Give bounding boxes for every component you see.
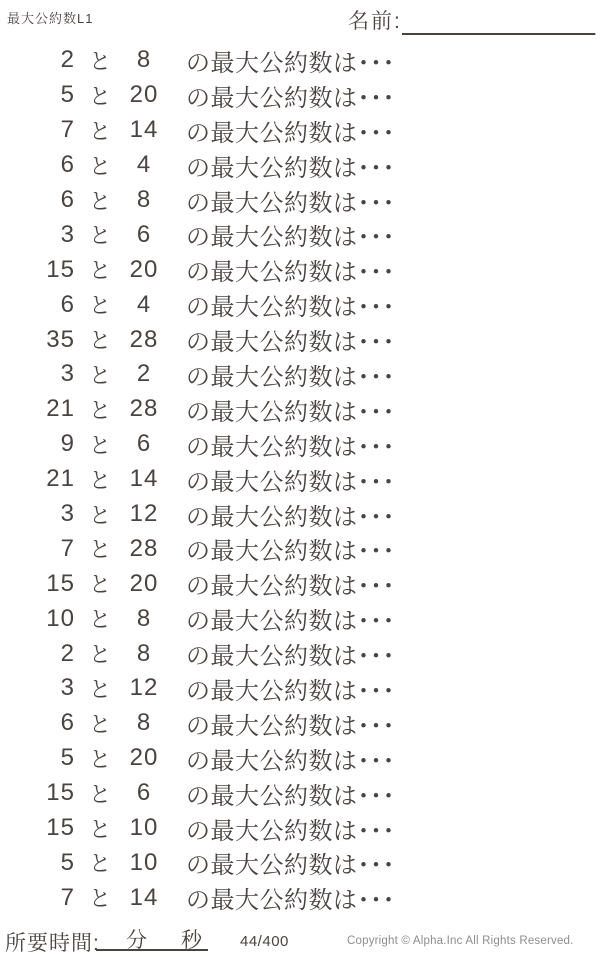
- problem-row: [0, 357, 600, 392]
- connector-label: と: [88, 851, 111, 877]
- first-number: 15: [46, 814, 75, 842]
- connector-label: と: [88, 502, 111, 528]
- seconds-label: 秒: [181, 929, 202, 952]
- problem-row: [0, 636, 600, 671]
- time-required-label: 所要時間:: [5, 932, 100, 955]
- problem-row: [0, 671, 600, 706]
- problem-row: [0, 287, 600, 322]
- second-number: 28: [129, 395, 159, 423]
- first-number: 6: [60, 186, 75, 213]
- question-text: の最大公約数は･･･: [186, 329, 395, 357]
- problem-row: [0, 462, 600, 497]
- first-number: 21: [46, 395, 75, 423]
- second-number: 6: [136, 220, 152, 248]
- question-text: の最大公約数は･･･: [186, 747, 395, 775]
- connector-label: と: [88, 432, 111, 458]
- question-text: の最大公約数は･･･: [186, 398, 395, 426]
- problem-row: [0, 148, 600, 183]
- connector-label: と: [88, 223, 111, 249]
- second-number: 4: [136, 151, 152, 179]
- question-text: の最大公約数は･･･: [186, 712, 395, 740]
- problem-row: [0, 741, 600, 776]
- question-text: の最大公約数は･･･: [186, 643, 395, 671]
- first-number: 3: [60, 500, 75, 528]
- question-text: の最大公約数は･･･: [186, 887, 395, 915]
- connector-label: と: [88, 188, 111, 214]
- question-text: の最大公約数は･･･: [186, 189, 395, 217]
- second-number: 20: [129, 744, 159, 772]
- question-text: の最大公約数は･･･: [186, 782, 395, 810]
- copyright-text: Copyright © Alpha.Inc All Rights Reserved.: [347, 935, 574, 947]
- problem-row: [0, 497, 600, 532]
- second-number: 8: [136, 639, 152, 667]
- second-number: 20: [129, 255, 159, 283]
- second-number: 4: [136, 290, 152, 318]
- connector-label: と: [88, 572, 111, 598]
- problem-row: [0, 113, 600, 148]
- connector-label: と: [88, 293, 111, 319]
- problem-row: [0, 322, 600, 357]
- second-number: 10: [129, 814, 159, 842]
- problem-row: [0, 392, 600, 427]
- question-text: の最大公約数は･･･: [186, 608, 395, 636]
- first-number: 7: [60, 883, 75, 911]
- second-number: 20: [129, 569, 159, 597]
- second-number: 8: [136, 709, 152, 737]
- problem-row: [0, 252, 600, 287]
- first-number: 7: [60, 116, 75, 144]
- connector-label: と: [88, 153, 111, 179]
- problem-row: [0, 776, 600, 811]
- connector-label: と: [88, 816, 111, 842]
- first-number: 2: [60, 46, 75, 74]
- problem-row: [0, 43, 600, 78]
- connector-label: と: [88, 83, 111, 109]
- question-text: の最大公約数は･･･: [186, 154, 395, 182]
- problem-row: [0, 531, 600, 566]
- question-text: の最大公約数は･･･: [186, 294, 395, 322]
- problem-row: [0, 601, 600, 636]
- connector-label: と: [88, 781, 111, 807]
- problem-row: [0, 78, 600, 113]
- second-number: 20: [129, 81, 159, 109]
- question-text: の最大公約数は･･･: [186, 224, 395, 252]
- problem-row: [0, 706, 600, 741]
- connector-label: と: [88, 328, 111, 354]
- second-number: 28: [129, 325, 159, 353]
- first-number: 5: [60, 848, 75, 876]
- question-text: の最大公約数は･･･: [186, 852, 395, 880]
- name-field: [348, 5, 599, 38]
- question-text: の最大公約数は･･･: [186, 433, 395, 461]
- name-line-end-dot: .: [592, 22, 599, 38]
- first-number: 6: [60, 151, 75, 179]
- second-number: 10: [129, 848, 159, 876]
- second-number: 12: [129, 674, 159, 702]
- first-number: 35: [46, 325, 75, 353]
- first-number: 2: [60, 639, 75, 667]
- connector-label: と: [88, 537, 111, 563]
- connector-label: と: [88, 676, 111, 702]
- connector-label: と: [88, 886, 111, 912]
- problem-list: [0, 43, 600, 915]
- connector-label: と: [88, 258, 111, 284]
- problem-row: [0, 566, 600, 601]
- question-text: の最大公約数は･･･: [186, 573, 395, 601]
- question-text: の最大公約数は･･･: [186, 677, 395, 705]
- question-text: の最大公約数は･･･: [186, 259, 395, 287]
- first-number: 6: [60, 709, 75, 737]
- second-number: 6: [136, 779, 152, 807]
- first-number: 7: [60, 534, 75, 562]
- second-number: 14: [129, 883, 159, 911]
- page-indicator: 44/400: [240, 933, 289, 950]
- connector-label: と: [88, 362, 111, 388]
- question-text: の最大公約数は･･･: [186, 503, 395, 531]
- question-text: の最大公約数は･･･: [186, 84, 395, 112]
- problem-row: [0, 811, 600, 846]
- first-number: 21: [46, 465, 75, 493]
- name-underline: [402, 11, 595, 35]
- problem-row: [0, 427, 600, 462]
- question-text: の最大公約数は･･･: [186, 119, 395, 147]
- first-number: 6: [60, 290, 75, 318]
- second-number: 14: [129, 116, 159, 144]
- connector-label: と: [88, 48, 111, 74]
- connector-label: と: [88, 397, 111, 423]
- question-text: の最大公約数は･･･: [186, 538, 395, 566]
- minutes-label: 分: [126, 929, 147, 952]
- connector-label: と: [88, 642, 111, 668]
- connector-label: と: [88, 118, 111, 144]
- worksheet-title: 最大公約数L1: [7, 11, 94, 26]
- first-number: 15: [46, 779, 75, 807]
- question-text: の最大公約数は･･･: [186, 817, 395, 845]
- problem-row: [0, 183, 600, 218]
- problem-row: [0, 845, 600, 880]
- second-number: 2: [136, 360, 152, 388]
- question-text: の最大公約数は･･･: [186, 468, 395, 496]
- connector-label: と: [88, 467, 111, 493]
- problem-row: [0, 217, 600, 252]
- name-label: 名前:: [348, 10, 402, 33]
- first-number: 5: [60, 744, 75, 772]
- first-number: 15: [46, 255, 75, 283]
- first-number: 3: [60, 220, 75, 248]
- second-number: 8: [136, 604, 152, 632]
- second-number: 8: [136, 46, 152, 74]
- connector-label: と: [88, 746, 111, 772]
- first-number: 9: [60, 430, 75, 458]
- second-number: 12: [129, 500, 159, 528]
- question-text: の最大公約数は･･･: [186, 49, 395, 77]
- first-number: 3: [60, 674, 75, 702]
- connector-label: と: [88, 711, 111, 737]
- second-number: 8: [136, 186, 152, 213]
- second-number: 28: [129, 534, 159, 562]
- second-number: 6: [136, 430, 152, 458]
- question-text: の最大公約数は･･･: [186, 363, 395, 391]
- time-underline: [96, 924, 208, 951]
- first-number: 3: [60, 360, 75, 388]
- connector-label: と: [88, 607, 111, 633]
- problem-row: [0, 880, 600, 915]
- footer: [0, 924, 600, 957]
- first-number: 5: [60, 81, 75, 109]
- second-number: 14: [129, 465, 159, 493]
- first-number: 10: [46, 604, 75, 632]
- first-number: 15: [46, 569, 75, 597]
